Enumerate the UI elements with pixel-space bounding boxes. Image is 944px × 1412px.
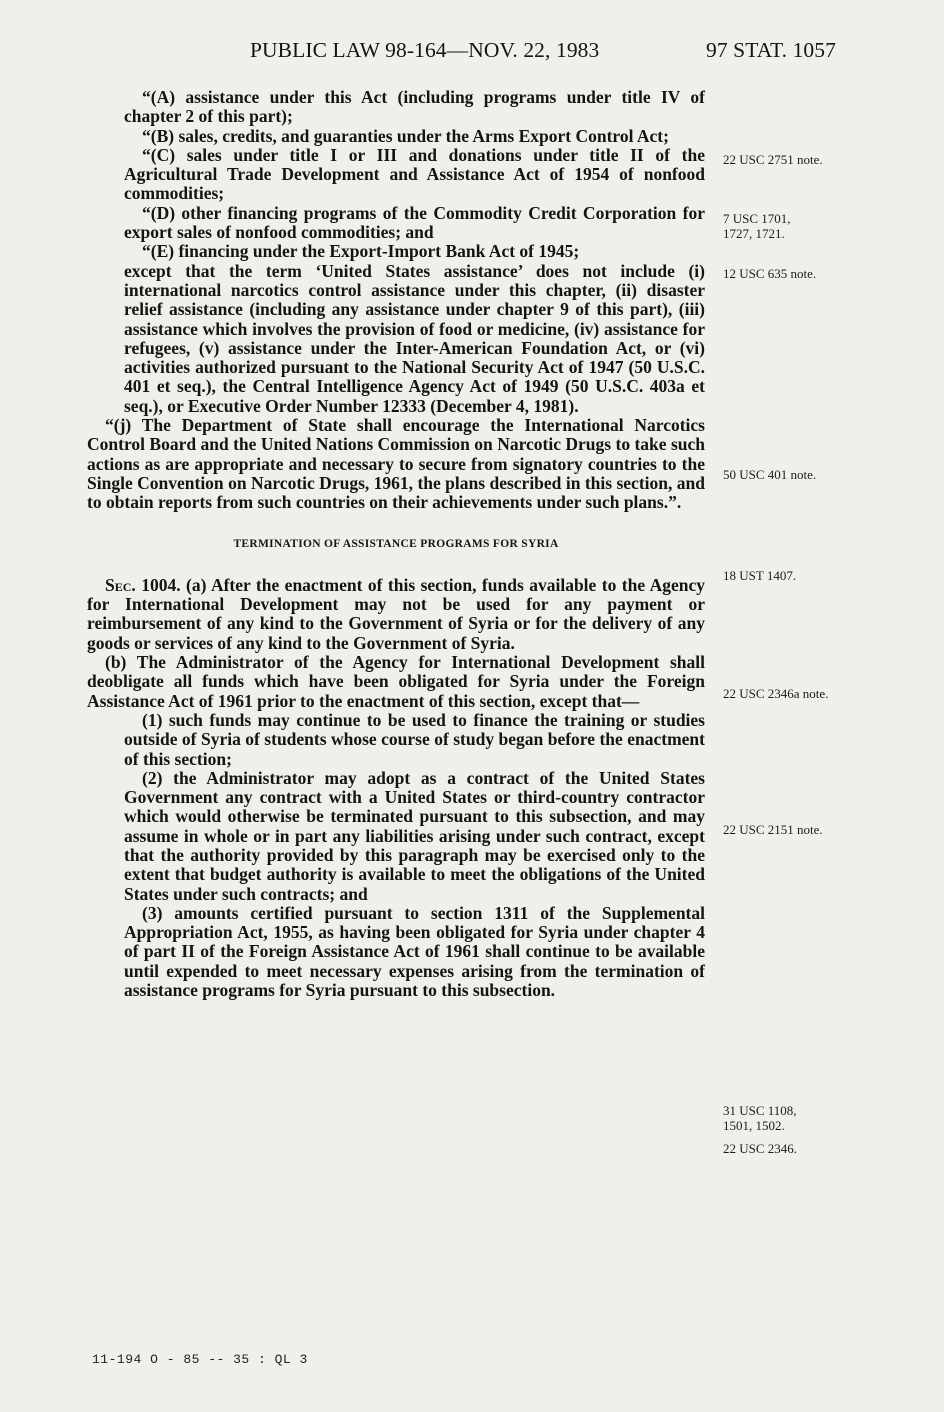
margin-note-3: 12 USC 635 note. [723,266,817,281]
page-header [0,38,944,68]
margin-note-5: 18 UST 1407. [723,568,797,583]
margin-note-7: 22 USC 2151 note. [723,822,823,837]
margin-note-2: 7 USC 1701, 1727, 1721. [723,211,791,241]
list-item-b: “(B) sales, credits, and guaranties under the Arms Export Control Act; [142,125,669,146]
item-2: (2) the Administrator may adopt as a contract of the United States Government any contract with a United States or third-country contractor which would otherwise be terminated pursuant to this subsection, and may assume in whole or in part any liabilities arising under such contract, except that the authority provided by this paragraph may be exercised only to the extent that budget authority is available to meet the obligations of the United States under such contracts; and [124,767,705,904]
except-clause: except that the term ‘United States assistance’ does not include (i) international narcotics control assistance under this chapter, (ii) disaster relief assistance (including any assistance under chapter 9 of this part), (iii) assistance which involves the provision of food or medicine, (iv) assistance for refugees, (v) assistance under the Inter-American Foundation Act, or (vi) activities authorized pursuant to the National Security Act of 1947 (50 U.S.C. 401 et seq.), the Central Intelligence Agency Act of 1949 (50 U.S.C. 403a et seq.), or Executive Order Number 12333 (December 4, 1981). [124,260,705,416]
section-heading: TERMINATION OF ASSISTANCE PROGRAMS FOR SYRIA [233,537,559,550]
margin-note-4: 50 USC 401 note. [723,467,817,482]
list-item-c: “(C) sales under title I or III and donations under title II of the Agricultural Trade Development and Assistance Act of 1954 of nonfood commodities; [124,144,705,204]
section-1004-a [87,576,705,653]
list-item-d: “(D) other financing programs of the Commodity Credit Corporation for export sales of nonfood commodities; and [124,202,705,243]
header-title: PUBLIC LAW 98-164—NOV. 22, 1983 [250,38,600,62]
list-item-e: “(E) financing under the Export-Import Bank Act of 1945; [142,241,580,262]
subsection-j: “(j) The Department of State shall encourage the International Narcotics Control Board and the United Nations Commission on Narcotic Drugs to take such actions as are appropriate and necessary to secure from signatory countries to the Single Convention on Narcotic Drugs, 1961, the plans described in this section, and to obtain reports from such countries on their achievements under such plans.”. [87,415,705,513]
item-3: (3) amounts certified pursuant to section 1311 of the Supplemental Appropriation Act, 1955, as having been obligated for Syria under chapter 4 of part II of the Foreign Assistance Act of 1961 shall continue to be available until expended to meet necessary expenses arising from the termination of assistance programs for Syria pursuant to this subsection. [124,902,705,1001]
margin-note-1: 22 USC 2751 note. [723,152,823,167]
margin-note-9: 22 USC 2346. [723,1141,798,1156]
list-item-a: “(A) assistance under this Act (including programs under title IV of chapter 2 of this part); [124,87,705,127]
item-1: (1) such funds may continue to be used to finance the training or studies outside of Syria of students whose course of study began before the enactment of this section; [124,709,705,769]
header-stat-number: 97 STAT. 1057 [706,38,836,62]
margin-note-6: 22 USC 2346a note. [723,686,829,701]
print-footer: 11-194 O - 85 -- 35 : QL 3 [92,1352,308,1367]
section-1004-b: (b) The Administrator of the Agency for International Development shall deobligate all funds which have been obligated for Syria under the Foreign Assistance Act of 1961 prior to the enactment of this section, except that— [87,652,705,711]
margin-note-8: 31 USC 1108, 1501, 1502. [723,1103,797,1133]
document-body [87,88,705,1000]
section-label: Sec. [105,574,136,595]
section-1004-a-text: 1004. (a) After the enactment of this section, funds available to the Agency for International Development may not be used for any payment or reimbursement of any kind to the Government of Syria or for the delivery of any goods or services of any kind to the Government of Syria. [87,574,706,653]
